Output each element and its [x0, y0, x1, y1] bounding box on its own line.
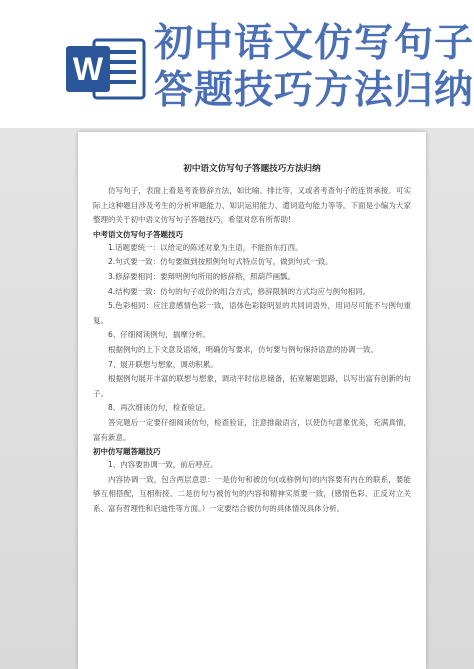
word-document-icon [64, 34, 148, 104]
document-page [78, 132, 426, 669]
banner-title [154, 20, 472, 114]
header-banner [0, 0, 474, 128]
document-title: 初中语文仿写句子答题技巧方法归纳 [183, 164, 321, 174]
list-item: 根据例句展开丰富的联想与想象，调动平时信息储备，拓宽解题思路，以写出富有创新的句子。 [93, 374, 411, 398]
banner-title-line-2: 答题技巧方法归纳 [154, 68, 474, 113]
list-item: 2.句式要一致：仿句要做到按照例句句式特点仿写，做到句式一致。 [108, 257, 333, 267]
list-item: 3.修辞要相同：要辩明例句所用的修辞格，照葫芦画瓢。 [108, 271, 296, 281]
banner-title-line-1: 初中语文仿写句子 [154, 21, 474, 66]
list-item: 4.结构要一致：仿句的句子成份的组合方式，修辞限制的方式均应与例句相同。 [108, 286, 371, 296]
list-item: 8、再次细读仿句，检查验证。 [108, 403, 211, 413]
section-heading-2: 初中仿写题答题技巧 [93, 447, 161, 457]
list-item: 内容协调一致，包含两层意思：一是仿句和被仿句(或称例句)的内容要有内在的联系，要能够互相搭配，互相衔接。二是仿句与被仿句的内容和精神实质要一致，(感情色彩、正反对立关系、富有哲理性和启迪性等方面。）一定要结合被仿句的具体情况具体分析。 [93, 474, 411, 513]
list-item: 7、展开联想与想象，调动积累。 [108, 359, 218, 369]
list-item: 答完题后一定要仔细阅读仿句，检查验证，注意推敲语言，以使仿句意象优美，充满真情，富有新意。 [93, 417, 411, 442]
list-item: 根据例句的上下文意及语境，明确仿写要求，仿句要与例句保持语意的协调一致。 [108, 344, 378, 354]
list-item: 1.话题要统一：以给定的陈述对象为主语，不能指东打西。 [108, 242, 303, 252]
document-body [93, 162, 411, 516]
section-heading-1: 中考语文仿写句子答题技巧 [93, 229, 183, 239]
intro-paragraph: 仿写句子，表面上看是考查修辞方法，如比喻、排比等，又或者考查句子的连贯承接。可实际上这种题目涉及考生的分析审题能力、知识运用能力、遣词造句能力等等。下面是小编为大家整理的关于初中语文仿写句子答题技巧，希望对您有所帮助! [93, 186, 411, 225]
list-item: 5.色彩相同：应注意感情色彩一致，语体色彩除明显的共同词语外，用词尽可能不与例句重复。 [93, 301, 411, 325]
list-item: 6、仔细阅读例句，揣摩分析。 [108, 330, 211, 340]
word-icon-letter: W [72, 51, 104, 87]
list-item: 1、内容要协调一致，前后呼应。 [108, 460, 218, 470]
